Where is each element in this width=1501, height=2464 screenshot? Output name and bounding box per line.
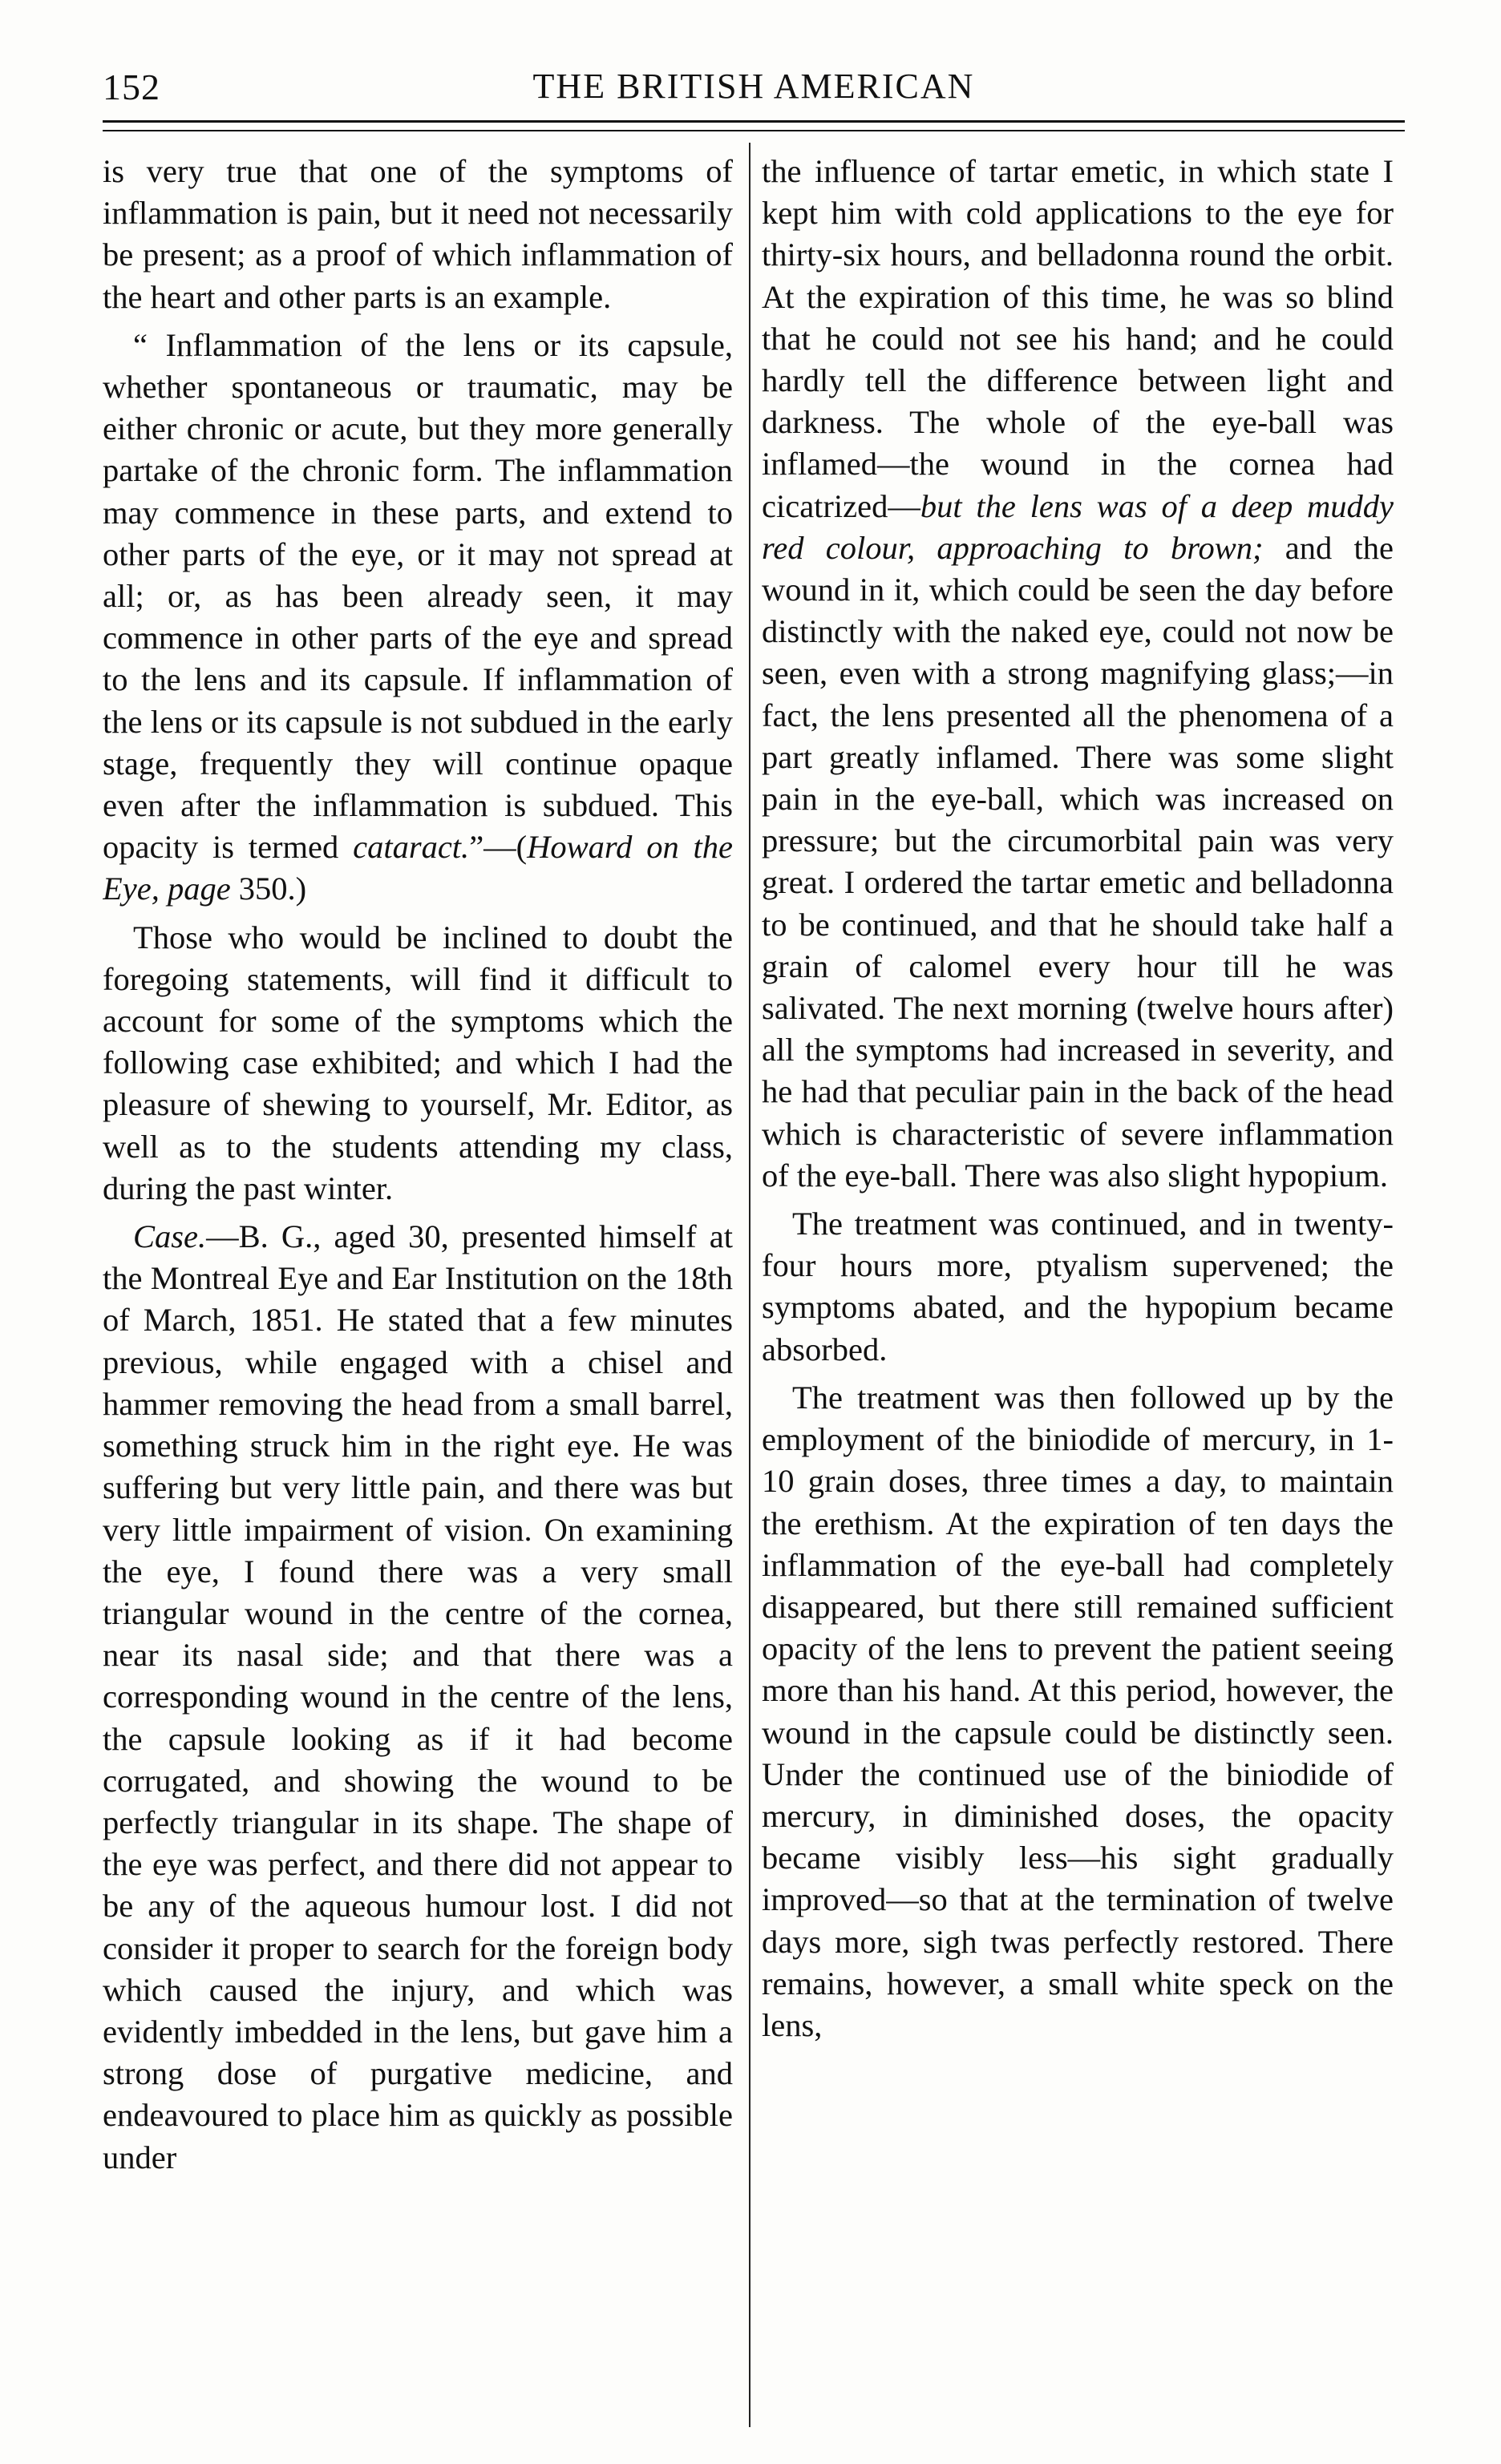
left-paragraph-3-text: Those who would be inclined to doubt the foregoing statements, will find it difficult to account for some of the symptoms which the following case exhibited; and which I had the pleasure of shewing to yourself, Mr. Editor, as well as to the students attending my class, during the past winter. (103, 919, 733, 1206)
quote-citation-page: 350.) (230, 870, 307, 907)
left-paragraph-4-case (103, 1216, 733, 2179)
page-number: 152 (103, 67, 160, 107)
left-paragraph-3 (103, 917, 733, 1210)
header-rule-thick (103, 120, 1405, 123)
case-label: Case. (133, 1218, 207, 1255)
right-paragraph-3-text: The treatment was then followed up by the employment of the biniodide of mercury, in 1-10 grain doses, three times a day, to maintain the erethism. At the expiration of ten days the inflammation of the eye-ball had completely disappeared, but there still remained sufficient opacity of the lens to prevent the patient seeing more than his hand. At this period, however, the wound in the capsule could be distinctly seen. Under the continued use of the biniodide of mercury, in diminished doses, the opacity became visibly less—his sight gradually improved—so that at the termination of twelve days more, sigh twas perfectly restored. There remains, however, a small white speck on the lens, (762, 1379, 1394, 2043)
right-paragraph-1 (762, 151, 1394, 1197)
header-rule-thin (103, 130, 1405, 131)
running-title: THE BRITISH AMERICAN (532, 67, 975, 106)
right-paragraph-2-text: The treatment was continued, and in twenty-four hours more, ptyalism supervened; the symptoms abated, and the hypopium became absorbed. (762, 1206, 1394, 1367)
quote-punctuation: ”—( (469, 829, 528, 866)
quote-term-cataract: cataract. (353, 829, 470, 866)
page-header (103, 66, 1405, 114)
right-paragraph-1-italic: but the lens was of a deep muddy red colour, approaching to brown; (762, 487, 1394, 566)
quote-text: “ Inflammation of the lens or its capsule, whether spontaneous or traumatic, may be either chronic or acute, but they more generally partake of the chronic form. The inflammation may commence in these parts, and extend to other parts of the eye, or it may not spread at all; or, as has been already seen, it may commence in other parts of the eye and spread to the lens and its capsule. If inflammation of the lens or its capsule is not subdued in the early stage, frequently they will continue opaque even after the inflammation is subdued. This opacity is termed (103, 326, 733, 866)
right-paragraph-2 (762, 1203, 1394, 1371)
quote-citation: Howard on the Eye, page (103, 829, 733, 907)
right-paragraph-1-text-a: the influence of tartar emetic, in which state I kept him with cold applications to the eye for thirty-six hours, and belladonna round the orbit. At the expiration of this time, he was so blind that he could not see his hand; and he could hardly tell the difference between light and darkness. The whole of the eye-ball was inflamed—the wound in the cornea had cicatrized— (762, 153, 1394, 524)
right-column (762, 151, 1394, 2427)
column-divider (749, 143, 750, 2427)
left-paragraph-1-text: is very true that one of the symptoms of inflammation is pain, but it need not necessarily be present; as a proof of which inflammation of the heart and other parts is an example. (103, 153, 733, 315)
case-text: —B. G., aged 30, presented himself at the Montreal Eye and Ear Institution on the 18th of March, 1851. He stated that a few minutes previous, while engaged with a chisel and hammer removing the head from a small barrel, something struck him in the right eye. He was suffering but very little pain, and there was but very little impairment of vision. On examining the eye, I found there was a very small triangular wound in the centre of the cornea, near its nasal side; and that there was a corresponding wound in the centre of the lens, the capsule looking as if it had become corrugated, and showing the wound to be perfectly triangular in its shape. The shape of the eye was perfect, and there did not appear to be any of the aqueous humour lost. I did not consider it proper to search for the foreign body which caused the injury, and which was evidently imbedded in the lens, but gave him a strong dose of purgative medicine, and endeavoured to place him as quickly as possible under (103, 1218, 733, 2175)
right-paragraph-1-text-b: and the wound in it, which could be seen the day before distinctly with the naked eye, could not now be seen, even with a strong magnifying glass;—in fact, the lens presented all the phenomena of a part greatly inflamed. There was some slight pain in the eye-ball, which was increased on pressure; but the circumorbital pain was very great. I ordered the tartar emetic and belladonna to be continued, and that he should take half a grain of calomel every hour till he was salivated. The next morning (twelve hours after) all the symptoms had increased in severity, and he had that peculiar pain in the back of the head which is characteristic of severe inflammation of the eye-ball. There was also slight hypopium. (762, 529, 1394, 1194)
left-paragraph-1 (103, 151, 733, 318)
left-paragraph-2-quote (103, 325, 733, 911)
right-paragraph-3 (762, 1377, 1394, 2046)
left-column (103, 151, 733, 2427)
